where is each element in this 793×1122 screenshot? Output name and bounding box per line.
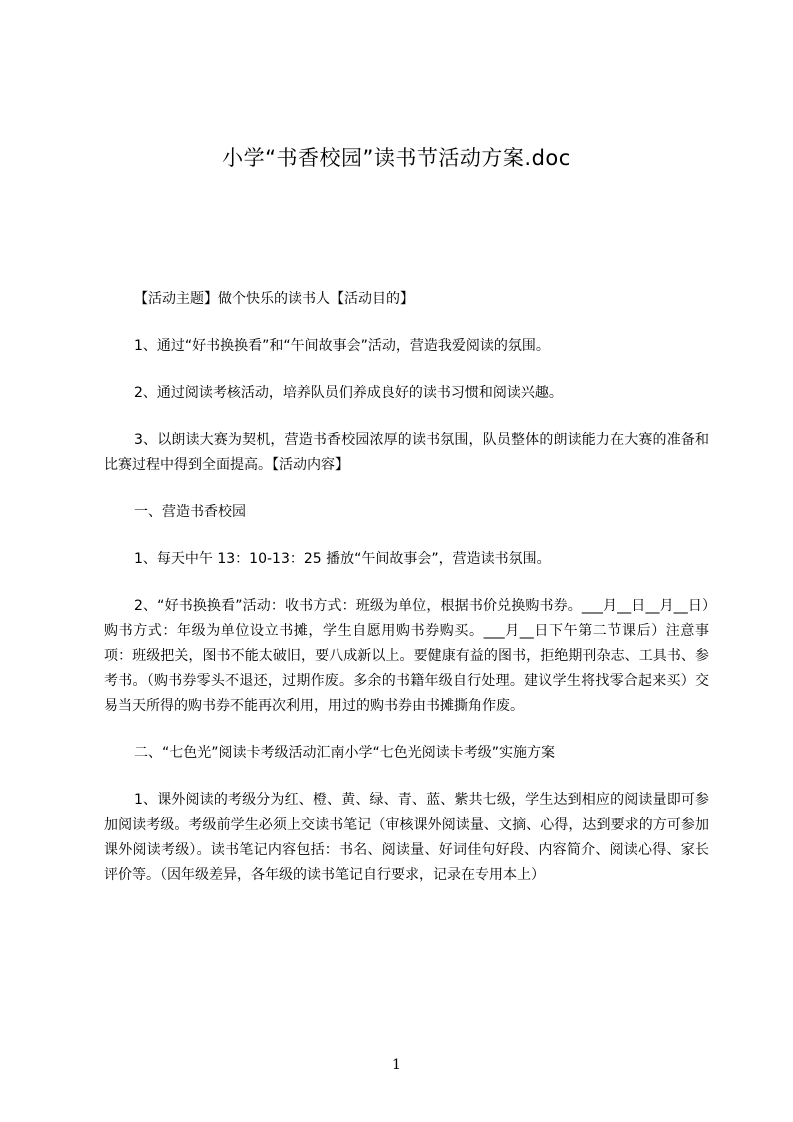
paragraph-activity-theme: 【活动主题】做个快乐的读书人【活动目的】 xyxy=(134,291,414,307)
page-number: 1 xyxy=(392,1057,401,1073)
document-title: 小学“书香校园”读书节活动方案.doc xyxy=(222,146,571,170)
paragraph-section-2-item-1: 1、课外阅读的考级分为红、橙、黄、绿、青、蓝、紫共七级，学生达到相应的阅读量即可参加阅读考级。考级前学生必须上交读书笔记（审核课外阅读量、文摘、心得，达到要求的方可参加课外阅读考级）。读书笔记内容包括：书名、阅读量、好词佳句好段、内容简介、阅读心得、家长评价等。（因年级差异，各年级的读书笔记自行要求，记录在专用本上） xyxy=(104,792,709,883)
document-body xyxy=(104,287,709,910)
section-heading-1: 一、营造书香校园 xyxy=(134,504,246,520)
paragraph-goal-2: 2、通过阅读考核活动，培养队员们养成良好的读书习惯和阅读兴趣。 xyxy=(134,385,563,401)
paragraph-section-1-item-2: 2、“好书换换看”活动：收书方式：班级为单位，根据书价兑换购书券。___月__日__月__日）购书方式：年级为单位设立书摊，学生自愿用购书券购买。___月__日下午第二节课后）注意事项：班级把关，图书不能太破旧，要八成新以上。要健康有益的图书，拒绝期刊杂志、工具书、参考书。（购书券零头不退还，过期作废。多余的书籍年级自行处理。建议学生将找零合起来买）交易当天所得的购书券不能再次利用，用过的购书券由书摊撕角作废。 xyxy=(104,598,709,714)
paragraph-section-1-item-1: 1、每天中午 13：10-13：25 播放“午间故事会”，营造读书氛围。 xyxy=(134,551,551,567)
paragraph-goal-1: 1、通过“好书换换看”和“午间故事会”活动，营造我爱阅读的氛围。 xyxy=(134,338,550,354)
paragraph-goal-3: 3、以朗读大赛为契机，营造书香校园浓厚的读书氛围，队员整体的朗读能力在大赛的准备和比赛过程中得到全面提高。【活动内容】 xyxy=(104,432,709,473)
section-heading-2: 二、“七色光”阅读卡考级活动汇南小学“七色光阅读卡考级”实施方案 xyxy=(134,745,556,761)
